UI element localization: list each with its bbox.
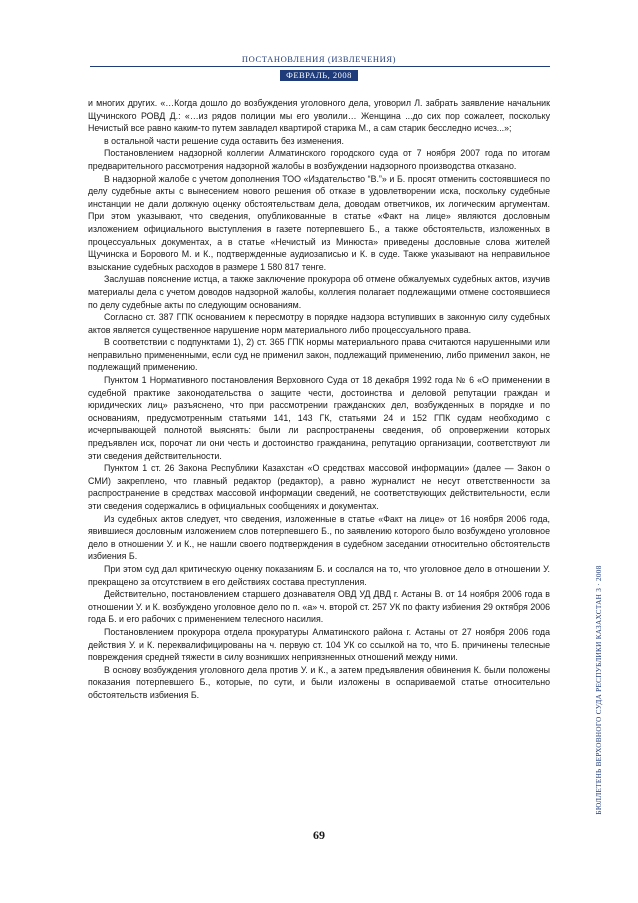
paragraph: В соответствии с подпунктами 1), 2) ст. 365 ГПК нормы материального права считаются нарушенными или неправильно примененными, если суд не применил закон, подлежащий применению, либо применил закон, не подлежащий применению. [88, 337, 550, 373]
section-title: ПОСТАНОВЛЕНИЯ (ИЗВЛЕЧЕНИЯ) [241, 54, 397, 64]
paragraph: в остальной части решение суда оставить без изменения. [104, 135, 344, 146]
paragraph: В надзорной жалобе с учетом дополнения ТОО «Издательство “В.”» и Б. просят отменить состоявшиеся по делу судебные акты с вынесением нового решения об отказе в удовлетворении иска, поскольку судебные инстанции не дали должную оценку обстоятельствам дела, доводам ответчиков, их логическим аргументам. При этом указывают, что сведения, опубликованные в статье «Факт на лице» являются дословным изложением официального выступления в газете потерпевшего Б., а также обстоятельств, изложенных в процессуальных документах, а в статье «Нечистый из Минюста» приведены дословные слова жителей Щучинска и Борового М. и К., подтвержденные аудиозаписью и К. в суде. Также указывают на неправильное взыскание судебных расходов в размере 1 580 817 тенге. [88, 173, 550, 272]
bulletin-side-title: БЮЛЛЕТЕНЬ ВЕРХОВНОГО СУДА РЕСПУБЛИКИ КАЗАХСТАН 3 · 2008 [595, 565, 603, 815]
paragraph: Пунктом 1 Нормативного постановления Верховного Суда от 18 декабря 1992 года № 6 «О применении в судебной практике законодательства о защите чести, достоинства и деловой репутации граждан и юридических лиц» разъяснено, что при рассмотрении гражданских дел, возбужденных в порядке и по основаниям, предусмотренным статьями 141, 143 ГК, статьями 24 и 152 ГПК судам необходимо с исчерпывающей полнотой выяснять: были ли распространены сведения, об опровержении которых предъявлен иск, порочат ли они честь и достоинство гражданина, репутацию организации, соответствуют ли эти сведения действительности. [88, 375, 550, 461]
paragraph: В основу возбуждения уголовного дела против У. и К., а затем предъявления обвинения К. были положены показания потерпевшего Б., которые, по сути, и были изложены в оспариваемой статье относительно обстоятельств избиения Б. [88, 664, 550, 700]
paragraph: Из судебных актов следует, что сведения, изложенные в статье «Факт на лице» от 16 ноября 2006 года, явившиеся дословным изложением слов потерпевшего Б., по заявлению которого было возбуждено уголовное дело в отношении У. и К., не нашли своего подтверждения в судебном заседании относительно обстоятельств избиения Б. [88, 513, 550, 562]
header-divider [90, 66, 550, 67]
issue-date-badge: ФЕВРАЛЬ, 2008 [280, 70, 358, 81]
paragraph: Пунктом 1 ст. 26 Закона Республики Казахстан «О средствах массовой информации» (далее — Закон о СМИ) закреплено, что главный редактор (редактор), а равно журналист не несут ответственности за распространение в средствах массовой информации сведений, не соответствующих действительности, если эти сведения содержались в официальных сообщениях и документах. [88, 463, 550, 511]
paragraph: Заслушав пояснение истца, а также заключение прокурора об отмене обжалуемых судебных актов, изучив материалы дела с учетом доводов надзорной жалобы, коллегия полагает подлежащими отмене состоявшиеся по делу судебные акты по следующим основаниям. [88, 274, 550, 310]
paragraph: и многих других. «…Когда дошло до возбуждения уголовного дела, уговорил Л. забрать заявление начальник Щучинского РОВД Д.: «…из рядов полиции мы его уволили… Женщина ...до сих пор сожалеет, поскольку Нечистый все равно каким-то путем завладел квартирой старика М., а сам старик бесследно исчез...»; [88, 98, 550, 134]
paragraph: При этом суд дал критическую оценку показаниям Б. и сослался на то, что уголовное дело в отношении У. прекращено за отсутствием в его действиях состава преступления. [88, 563, 550, 587]
paragraph: Постановлением надзорной коллегии Алматинского городского суда от 7 ноября 2007 года по итогам предварительного рассмотрения надзорной жалобы в возбуждении надзорного производства отказано. [88, 148, 550, 171]
paragraph: Действительно, постановлением старшего дознавателя ОВД УД ДВД г. Астаны В. от 14 ноября 2006 года в отношении У. и К. возбуждено уголовное дело по п. «а» ч. второй ст. 257 УК по факту избиения 29 октября 2006 года Б. и его рабочих с применением телесного насилия. [88, 589, 550, 625]
document-body [88, 97, 550, 702]
paragraph: Постановлением прокурора отдела прокуратуры Алматинского района г. Астаны от 27 ноября 2006 года действия У. и К. переквалифицированы на ч. первую ст. 104 УК со ссылкой на то, что Б. причинены телесные повреждения средней тяжести в силу возникших неприязненных отношений между ними. [88, 626, 550, 663]
paragraph: Согласно ст. 387 ГПК основанием к пересмотру в порядке надзора вступивших в законную силу судебных актов является существенное нарушение норм материального либо процессуального права. [88, 312, 550, 335]
running-header [0, 54, 638, 83]
page-number: 69 [313, 828, 325, 842]
